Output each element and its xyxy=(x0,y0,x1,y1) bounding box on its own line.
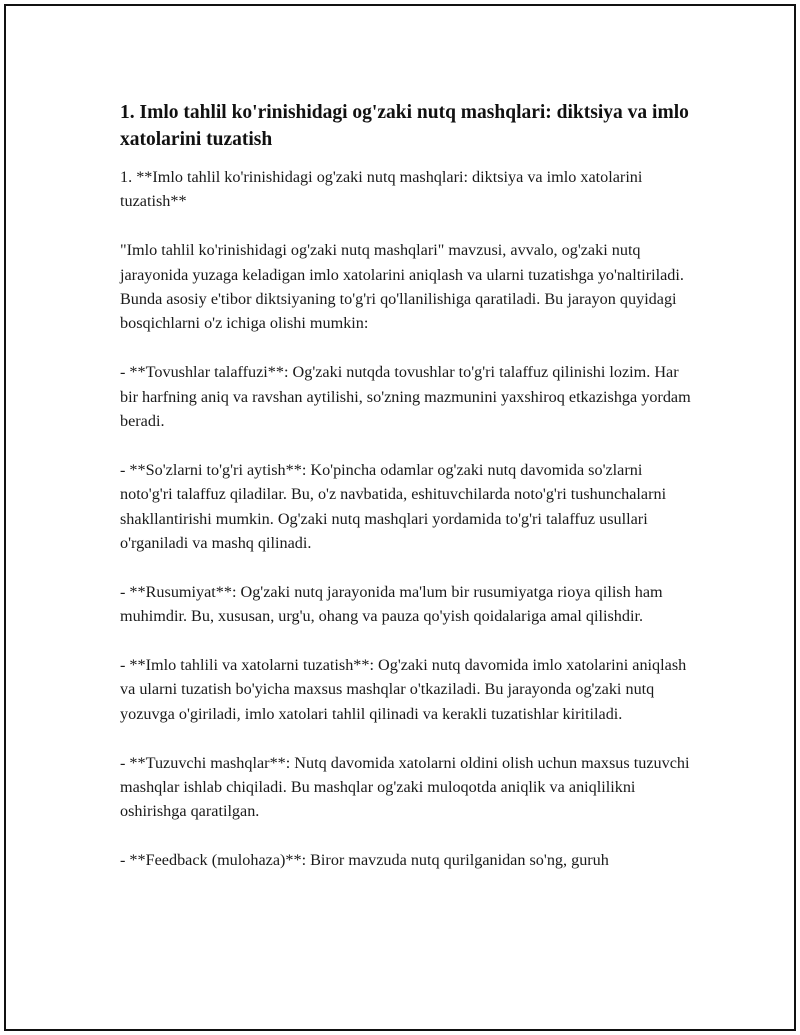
document-body xyxy=(120,165,695,873)
paragraph-sozlarni-togri-aytish: - **So'zlarni to'g'ri aytish**: Ko'pincha odamlar og'zaki nutq davomida so'zlarni noto'g'ri talaffuz qiladilar. Bu, o'z navbatida, eshituvchilarda noto'g'ri tushunchalarni shakllantirishi mumkin. Og'zaki nutq mashqlari yordamida to'g'ri talaffuz usullari o'rganiladi va mashq qilinadi. xyxy=(120,460,667,553)
paragraph-tuzuvchi-mashqlar: - **Tuzuvchi mashqlar**: Nutq davomida xatolarni oldini olish uchun maxsus tuzuvchi mashqlar ishlab chiqiladi. Bu mashqlar og'zaki muloqotda aniqlik va aniqlilikni oshirishga qaratilgan. xyxy=(120,753,690,821)
paragraph-tovushlar-talaffuzi: - **Tovushlar talaffuzi**: Og'zaki nutqda tovushlar to'g'ri talaffuz qilinishi lozim. Har bir harfning aniq va ravshan aytilishi, so'zning mazmunini yaxshiroq etkazishga yordam beradi. xyxy=(120,363,691,431)
document-content xyxy=(120,99,695,873)
document-title: 1. Imlo tahlil ko'rinishidagi og'zaki nutq mashqlari: diktsiya va imlo xatolarini tuzatish xyxy=(120,102,689,150)
paragraph-intro: "Imlo tahlil ko'rinishidagi og'zaki nutq mashqlari" mavzusi, avvalo, og'zaki nutq jarayonida yuzaga keladigan imlo xatolarini aniqlash va ularni tuzatishga yo'naltiriladi. Bunda asosiy e'tibor diktsiyaning to'g'ri qo'llanilishiga qaratiladi. Bu jarayon quyidagi bosqichlarni o'z ichiga olishi mumkin: xyxy=(120,241,684,333)
paragraph-rusumiyat: - **Rusumiyat**: Og'zaki nutq jarayonida ma'lum bir rusumiyatga rioya qilish ham muhimdir. Bu, xususan, urg'u, ohang va pauza qo'yish qoidalariga amal qilishdir. xyxy=(120,582,663,626)
paragraph-heading-repeat: 1. **Imlo tahlil ko'rinishidagi og'zaki nutq mashqlari: diktsiya va imlo xatolarini tuzatish** xyxy=(120,168,643,211)
document-page xyxy=(4,4,796,1031)
paragraph-feedback: - **Feedback (mulohaza)**: Biror mavzuda nutq qurilganidan so'ng, guruh xyxy=(120,851,609,870)
paragraph-imlo-tahlili: - **Imlo tahlili va xatolarni tuzatish**: Og'zaki nutq davomida imlo xatolarini aniqlash va ularni tuzatish bo'yicha maxsus mashqlar o'tkaziladi. Bu jarayonda og'zaki nutq yozuvga o'giriladi, imlo xatolari tahlil qilinadi va kerakli tuzatishlar kiritiladi. xyxy=(120,656,687,723)
